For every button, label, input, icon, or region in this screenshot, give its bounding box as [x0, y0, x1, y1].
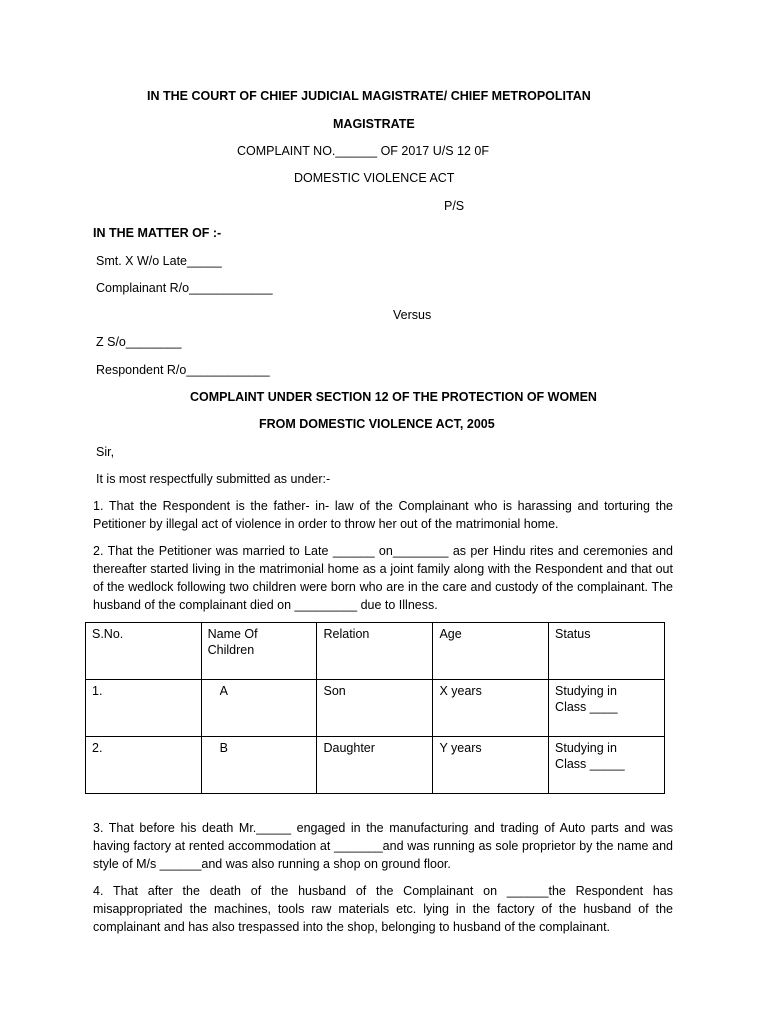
row2-name-value: B — [219, 741, 228, 755]
row1-status-line2: Class ____ — [555, 700, 618, 714]
children-table — [85, 622, 665, 794]
row2-status — [549, 737, 665, 794]
row2-relation: Daughter — [317, 737, 433, 794]
paragraph-3: 3. That before his death Mr._____ engaged in the manufacturing and trading of Auto parts and was having factory at rented accommodation at _______and was running as sole proprietor by the name and style of M/s ______and was also running a shop on ground floor. — [93, 821, 673, 871]
respondent-address: Respondent R/o____________ — [96, 363, 270, 377]
header-name — [201, 623, 317, 680]
magistrate-heading: MAGISTRATE — [333, 117, 415, 131]
paragraph-4: 4. That after the death of the husband of the Complainant on ______the Respondent has misappropriated the machines, tools raw materials etc. lying in the factory of the husband of the complainant and has also trespassed into the shop, belonging to husband of the complainant. — [93, 884, 673, 934]
row2-status-line2: Class _____ — [555, 757, 625, 771]
header-status: Status — [549, 623, 665, 680]
salutation: Sir, — [96, 445, 115, 459]
row1-status — [549, 680, 665, 737]
header-age: Age — [433, 623, 549, 680]
complainant-address: Complainant R/o____________ — [96, 281, 273, 295]
table-row — [86, 680, 665, 737]
complaint-title-line2: FROM DOMESTIC VIOLENCE ACT, 2005 — [259, 417, 495, 431]
matter-heading: IN THE MATTER OF :- — [93, 226, 222, 240]
complaint-title-line1: COMPLAINT UNDER SECTION 12 OF THE PROTECTION OF WOMEN — [190, 390, 597, 404]
complaint-number: COMPLAINT NO.______ OF 2017 U/S 12 0F — [237, 144, 489, 158]
complainant-name: Smt. X W/o Late_____ — [96, 254, 222, 268]
row1-relation: Son — [317, 680, 433, 737]
header-sno: S.No. — [86, 623, 202, 680]
respondent-name: Z S/o________ — [96, 335, 182, 349]
paragraph-1: 1. That the Respondent is the father- in- law of the Complainant who is harassing and torturing the Petitioner by illegal act of violence in order to throw her out of the matrimonial home. — [93, 499, 673, 531]
act-name: DOMESTIC VIOLENCE ACT — [294, 171, 455, 185]
row2-status-line1: Studying in — [555, 741, 617, 755]
row1-status-line1: Studying in — [555, 684, 617, 698]
police-station: P/S — [444, 199, 465, 213]
row2-sno: 2. — [86, 737, 202, 794]
row1-age: X years — [433, 680, 549, 737]
header-name-line1: Name Of — [207, 627, 258, 641]
table-row — [86, 737, 665, 794]
row2-name — [201, 737, 317, 794]
row1-name — [201, 680, 317, 737]
paragraph-2: 2. That the Petitioner was married to Late ______ on________ as per Hindu rites and ceremonies and thereafter started living in the matrimonial home as a joint family along with the Respondent and that out of the wedlock following two children were born who are in the care and custody of the complainant. The husband of the complainant died on _________ due to Illness. — [93, 544, 673, 612]
table-header-row — [86, 623, 665, 680]
header-name-line2: Children — [207, 643, 255, 657]
row1-name-value: A — [219, 684, 228, 698]
versus-label: Versus — [393, 308, 432, 322]
intro-line: It is most respectfully submitted as under:- — [96, 472, 331, 486]
header-relation: Relation — [317, 623, 433, 680]
row2-age: Y years — [433, 737, 549, 794]
row1-sno: 1. — [86, 680, 202, 737]
court-heading: IN THE COURT OF CHIEF JUDICIAL MAGISTRATE/ CHIEF METROPOLITAN — [147, 89, 591, 103]
